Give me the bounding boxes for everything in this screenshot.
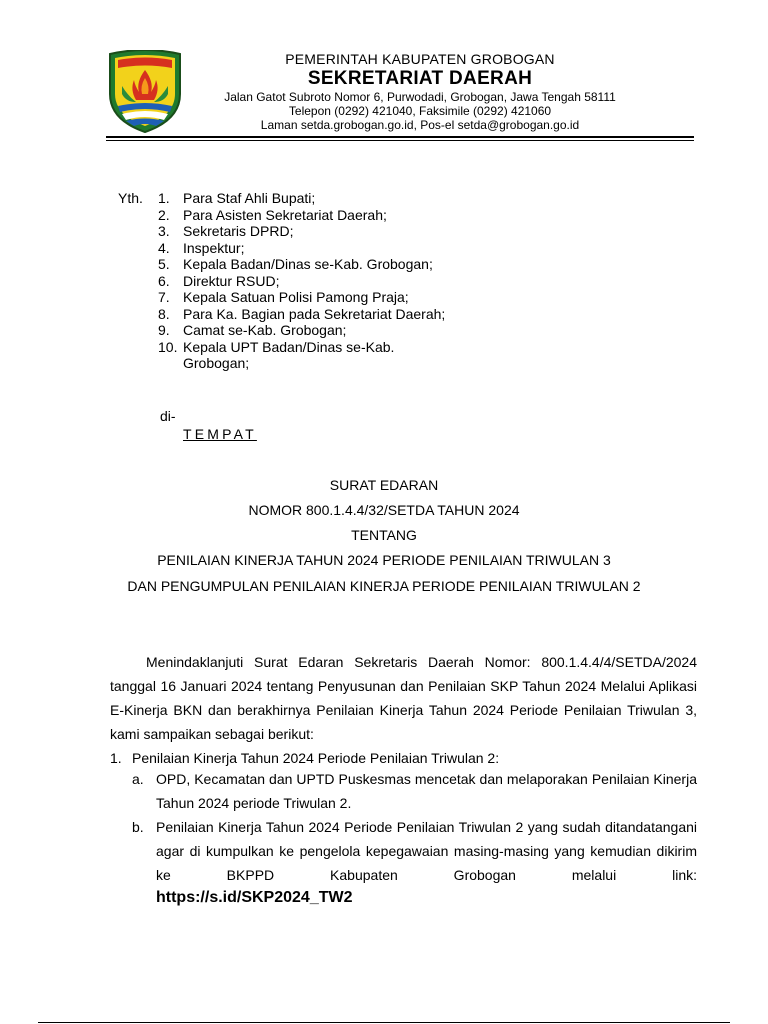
letterhead-rule-thick [106, 136, 694, 138]
recipient-text: Camat se-Kab. Grobogan; [183, 322, 347, 338]
recipient-item [158, 289, 458, 306]
recipient-item [158, 306, 458, 323]
recipient-text: Para Asisten Sekretariat Daerah; [183, 206, 387, 223]
list-item-number: 1. [110, 750, 122, 766]
government-name: PEMERINTAH KABUPATEN GROBOGAN [285, 51, 555, 67]
recipient-number: 5. [158, 256, 170, 272]
recipient-number: 3. [158, 223, 170, 239]
recipient-text: Kepala Badan/Dinas se-Kab. Grobogan; [183, 256, 433, 272]
recipient-text: Para Ka. Bagian pada Sekretariat Daerah; [183, 305, 446, 322]
list-item-text: Penilaian Kinerja Tahun 2024 Periode Penilaian Triwulan 2: [132, 750, 500, 766]
office-name: SEKRETARIAT DAERAH [307, 68, 533, 89]
sub-item-a [132, 767, 697, 815]
circular-about-label: TENTANG [351, 527, 417, 543]
letterhead-rule-thin [106, 140, 694, 141]
recipient-text: Inspektur; [183, 239, 245, 256]
sub-item-b [132, 815, 697, 887]
recipient-item [158, 273, 458, 290]
submission-link[interactable]: https://s.id/SKP2024_TW2 [156, 889, 353, 906]
addressee-label: Yth. [118, 190, 143, 206]
recipient-item [158, 223, 458, 240]
recipient-item [158, 339, 458, 372]
recipient-number: 1. [158, 190, 170, 206]
recipient-text: Para Staf Ahli Bupati; [183, 190, 316, 206]
recipient-number: 2. [158, 206, 170, 223]
recipient-number: 4. [158, 239, 170, 256]
recipient-item [158, 256, 458, 273]
recipient-text: Sekretaris DPRD; [183, 223, 294, 239]
office-address: Jalan Gatot Subroto Nomor 6, Purwodadi, Grobogan, Jawa Tengah 58111 [224, 90, 616, 104]
recipient-text: Direktur RSUD; [183, 272, 280, 289]
recipient-text: Kepala UPT Badan/Dinas se-Kab. Grobogan; [183, 338, 395, 371]
recipient-number: 9. [158, 322, 170, 338]
recipient-number: 8. [158, 305, 170, 322]
recipient-number: 6. [158, 272, 170, 289]
recipient-item [158, 240, 458, 257]
recipient-item [158, 207, 458, 224]
circular-number: NOMOR 800.1.4.4/32/SETDA TAHUN 2024 [248, 502, 520, 518]
sub-item-letter: a. [132, 771, 144, 787]
recipient-item [158, 322, 458, 339]
recipient-number: 7. [158, 289, 170, 305]
addressee-di: di- [160, 408, 176, 424]
recipient-number: 10. [158, 338, 178, 355]
recipient-list [158, 190, 458, 372]
recipient-item [158, 190, 458, 207]
page-bottom-rule [38, 1022, 730, 1023]
office-phone: Telepon (0292) 421040, Faksimile (0292) 421060 [288, 104, 552, 118]
circular-subject-line2: DAN PENGUMPULAN PENILAIAN KINERJA PERIODE PENILAIAN TRIWULAN 2 [127, 578, 641, 594]
circular-subject-line1: PENILAIAN KINERJA TAHUN 2024 PERIODE PENILAIAN TRIWULAN 3 [157, 552, 611, 568]
recipient-text: Kepala Satuan Polisi Pamong Praja; [183, 289, 409, 305]
office-web-email: Laman setda.grobogan.go.id, Pos-el setda@grobogan.go.id [260, 118, 580, 132]
sub-item-letter: b. [132, 819, 144, 835]
addressee-tempat: TEMPAT [183, 426, 257, 442]
grobogan-emblem-logo [106, 50, 184, 134]
circular-heading: SURAT EDARAN [329, 477, 439, 493]
sub-item-text: OPD, Kecamatan dan UPTD Puskesmas mencetak dan melaporakan Penilaian Kinerja Tahun 2024 periode Triwulan 2. [156, 771, 697, 811]
letterhead [190, 50, 650, 132]
sub-item-text: Penilaian Kinerja Tahun 2024 Periode Penilaian Triwulan 2 yang sudah ditandatangani agar di kumpulkan ke pengelola kepegawaian masing-masing yang kemudian dikirim ke BKPPD Kabupaten Grobogan melalui link: [156, 819, 697, 883]
intro-paragraph: Menindaklanjuti Surat Edaran Sekretaris Daerah Nomor: 800.1.4.4/4/SETDA/2024 tanggal 16 Januari 2024 tentang Penyusunan dan Penilaian SKP Tahun 2024 Melalui Aplikasi E-Kinerja BKN dan berakhirnya Penilaian Kinerja Tahun 2024 Periode Penilaian Triwulan 3, kami sampaikan sebagai berikut: [110, 654, 697, 742]
